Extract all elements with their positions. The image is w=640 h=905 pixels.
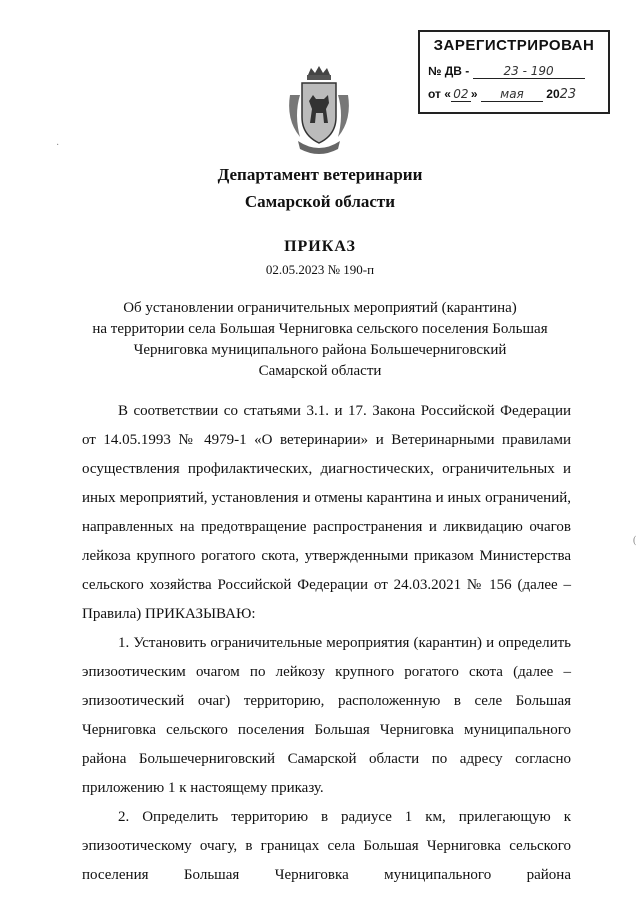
subject-line: Черниговка муниципального района Большечерниговский — [133, 342, 507, 358]
document-date-number: 02.05.2023 № 190-п — [265, 262, 375, 277]
stamp-title: ЗАРЕГИСТРИРОВАН — [433, 37, 595, 54]
stamp-date-prefix: от « — [428, 87, 451, 101]
document-body — [82, 397, 571, 890]
registration-stamp — [418, 30, 610, 114]
scan-mark: ( — [633, 535, 637, 546]
subject-line: Самарской области — [258, 363, 382, 379]
stamp-date-year-suffix: 23 — [559, 87, 577, 102]
samara-coat-of-arms-icon — [286, 65, 352, 155]
document-type: ПРИКАЗ — [284, 238, 356, 255]
stamp-date-year-prefix: 20 — [546, 87, 560, 101]
department-name-line2: Самарской области — [244, 192, 396, 211]
subject-line: на территории села Большая Черниговка сельского поселения Большая — [92, 321, 548, 337]
department-name-line1: Департамент ветеринарии — [217, 165, 423, 184]
stamp-number-line — [428, 64, 585, 79]
scan-mark: · — [56, 140, 60, 151]
preamble-paragraph: В соответствии со статьями 3.1. и 17. Закона Российской Федерации от 14.05.1993 № 4979-1 «О ветеринарии» и Ветеринарными правилами осуществления профилактических, диагностических, ограничительных и иных мероприятий, установления и отмены карантина и иных ограничений, направленных на предотвращение распространения и ликвидацию очагов лейкоза крупного рогатого скота, утвержденными приказом Министерства сельского хозяйства Российской Федерации от 24.03.2021 № 156 (далее – Правила) ПРИКАЗЫВАЮ: — [82, 403, 571, 622]
subject — [0, 298, 640, 382]
subject-line: Об установлении ограничительных мероприятий (карантина) — [123, 300, 517, 316]
stamp-number-label: № ДВ - — [428, 64, 470, 78]
item-2-paragraph: 2. Определить территорию в радиусе 1 км, прилегающую к эпизоотическому очагу, в границах села Большая Черниговка сельского поселения Большая Черниговка муниципального района — [82, 809, 571, 883]
item-1-paragraph: 1. Установить ограничительные мероприятия (карантин) и определить эпизоотическим очагом по лейкозу крупного рогатого скота (далее – эпизоотический очаг) территорию, расположенную в селе Большая Черниговка сельского поселения Большая Черниговка муниципального района Большечерниговский Самарской области по адресу согласно приложению 1 к настоящему приказу. — [82, 635, 571, 796]
stamp-date-day: 02 — [451, 87, 471, 102]
stamp-number-value: 23 - 190 — [473, 64, 585, 79]
stamp-date-line — [428, 87, 576, 102]
stamp-date-mid: » — [470, 87, 478, 101]
stamp-date-month: мая — [481, 87, 543, 102]
